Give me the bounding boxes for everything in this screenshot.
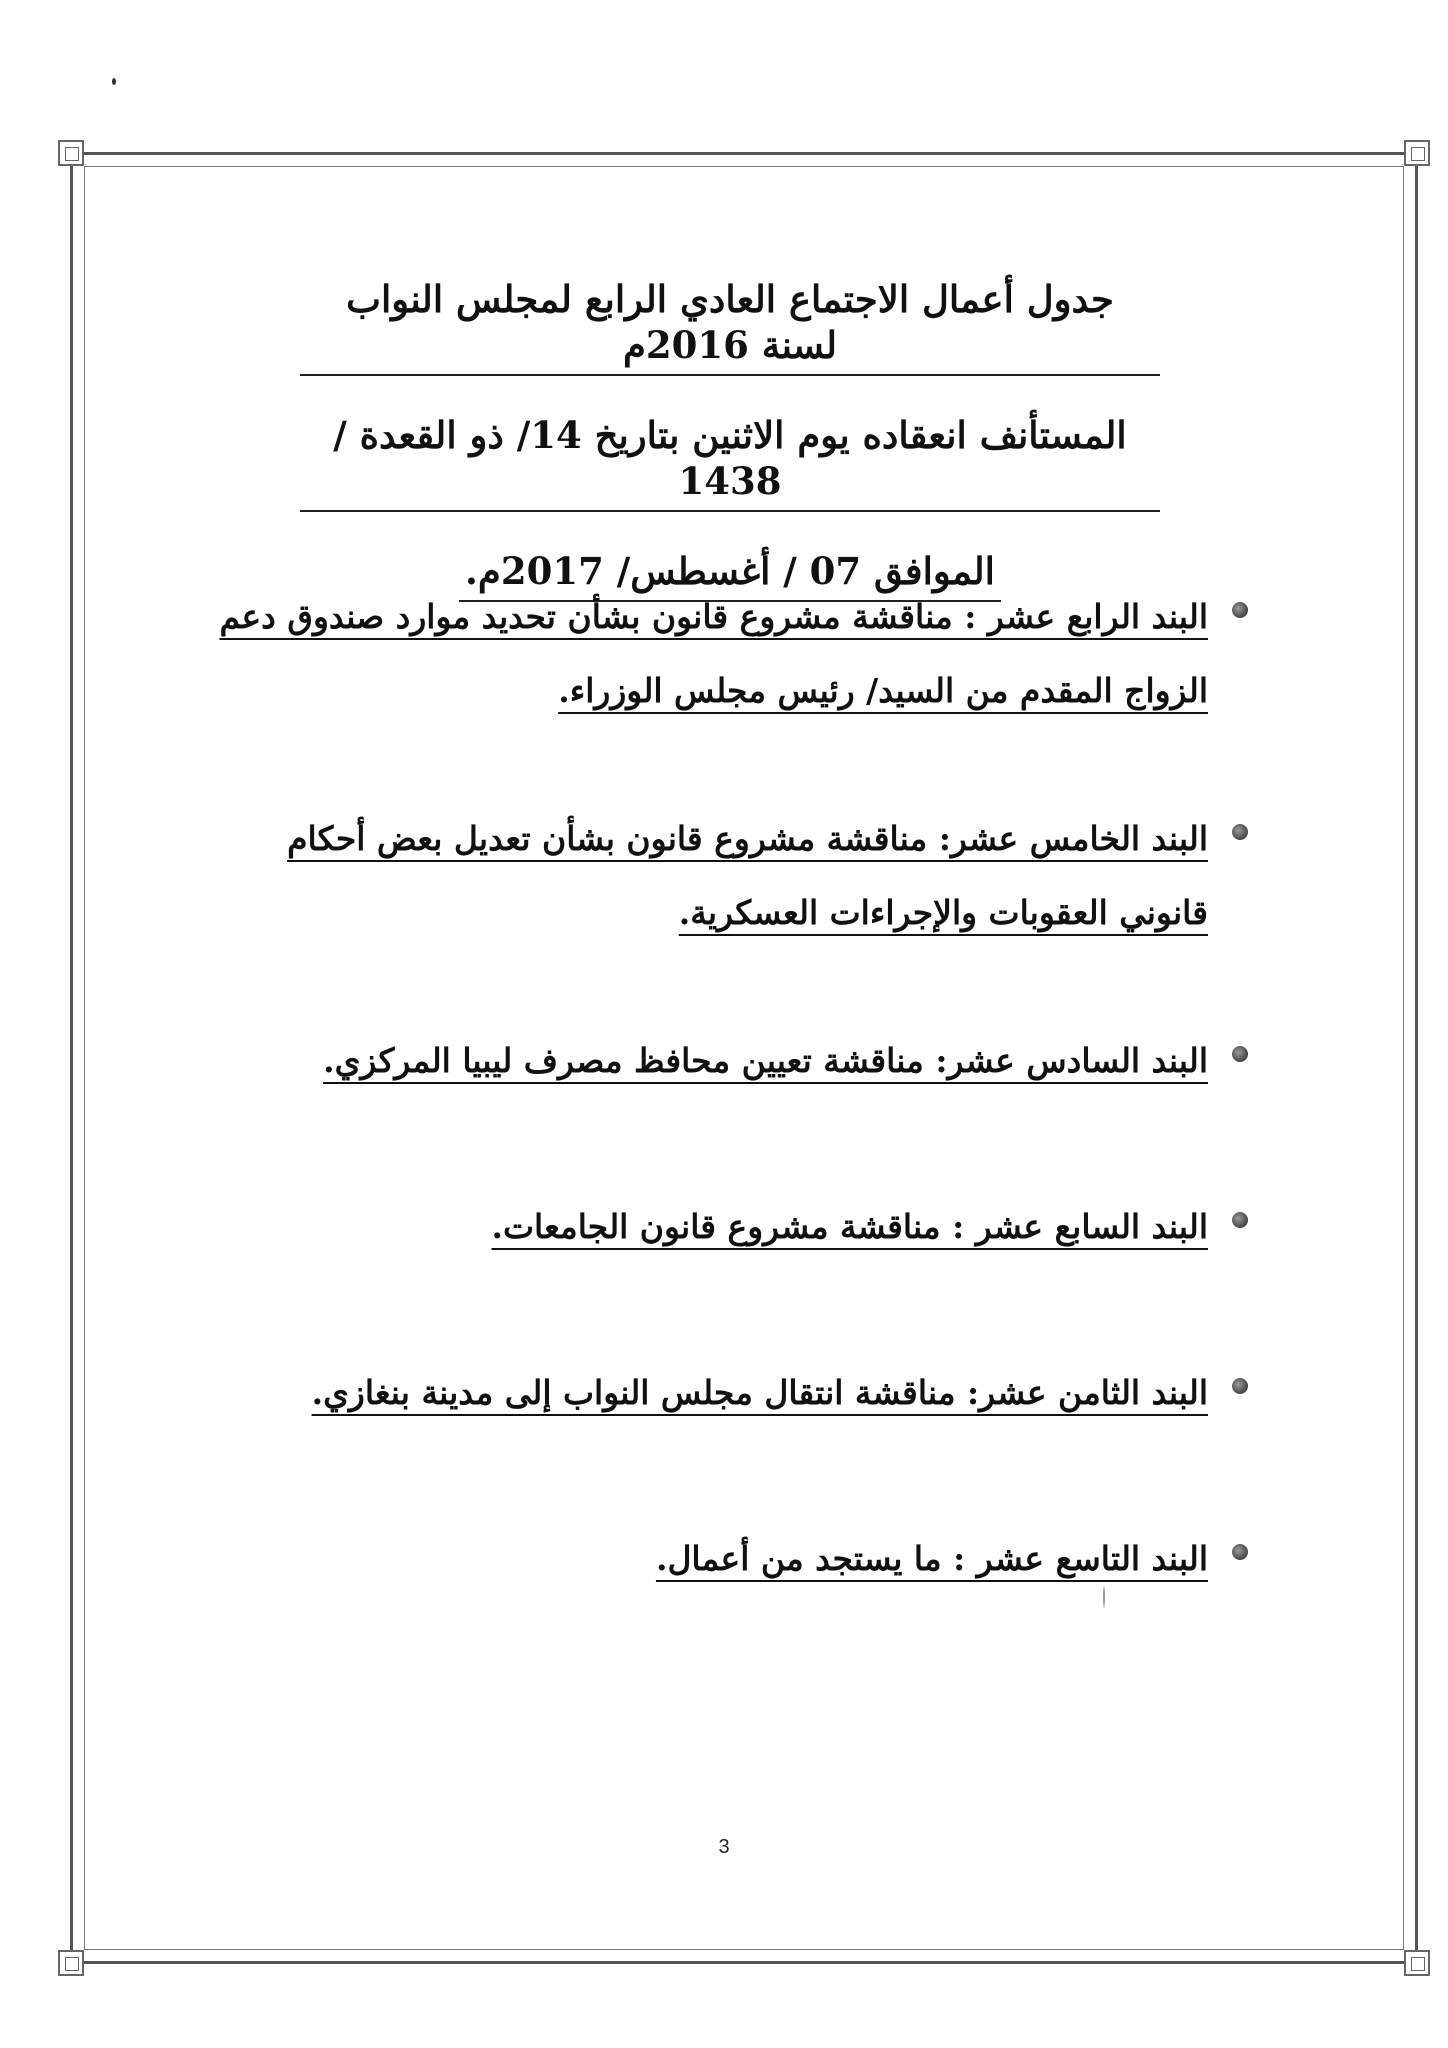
agenda-item: [200, 1190, 1248, 1264]
corner-ornament-top-right: [1404, 140, 1430, 166]
title-line-3: الموافق 07 / أغسطس/ 2017م.: [459, 540, 1001, 602]
agenda-item-text: البند السادس عشر: مناقشة تعيين محافظ مصرف ليبيا المركزي.: [323, 1041, 1208, 1080]
document-title: [300, 268, 1160, 630]
bullet-icon: [1232, 1378, 1248, 1394]
bullet-icon: [1232, 1544, 1248, 1560]
agenda-item: [200, 1522, 1248, 1596]
agenda-item-text: البند الخامس عشر: مناقشة مشروع قانون بشأن تعديل بعض أحكام قانوني العقوبات والإجراءات العسكرية.: [287, 819, 1208, 932]
agenda-item: [200, 802, 1248, 950]
agenda-item-text: البند الثامن عشر: مناقشة انتقال مجلس النواب إلى مدينة بنغازي.: [311, 1373, 1208, 1412]
page-number: 3: [718, 1836, 730, 1858]
bullet-icon: [1232, 1046, 1248, 1062]
title-line-1: جدول أعمال الاجتماع العادي الرابع لمجلس النواب لسنة 2016م: [300, 268, 1160, 376]
agenda-item-text: البند السابع عشر : مناقشة مشروع قانون الجامعات.: [491, 1207, 1208, 1246]
corner-ornament-bottom-right: [1404, 1950, 1430, 1976]
bullet-icon: [1232, 824, 1248, 840]
agenda-item: [200, 1024, 1248, 1098]
agenda-item: [200, 580, 1248, 728]
bullet-icon: [1232, 602, 1248, 618]
agenda-item-text: البند التاسع عشر : ما يستجد من أعمال.: [655, 1539, 1208, 1578]
agenda-item-text: البند الرابع عشر : مناقشة مشروع قانون بشأن تحديد موارد صندوق دعم الزواج المقدم من السيد/ رئيس مجلس الوزراء.: [219, 597, 1208, 710]
agenda-list: [200, 580, 1248, 1596]
bullet-icon: [1232, 1212, 1248, 1228]
corner-ornament-top-left: [58, 140, 84, 166]
agenda-item: [200, 1356, 1248, 1430]
title-line-2: المستأنف انعقاده يوم الاثنين بتاريخ 14/ ذو القعدة / 1438: [300, 404, 1160, 512]
corner-ornament-bottom-left: [58, 1950, 84, 1976]
scan-speck: [112, 78, 116, 85]
